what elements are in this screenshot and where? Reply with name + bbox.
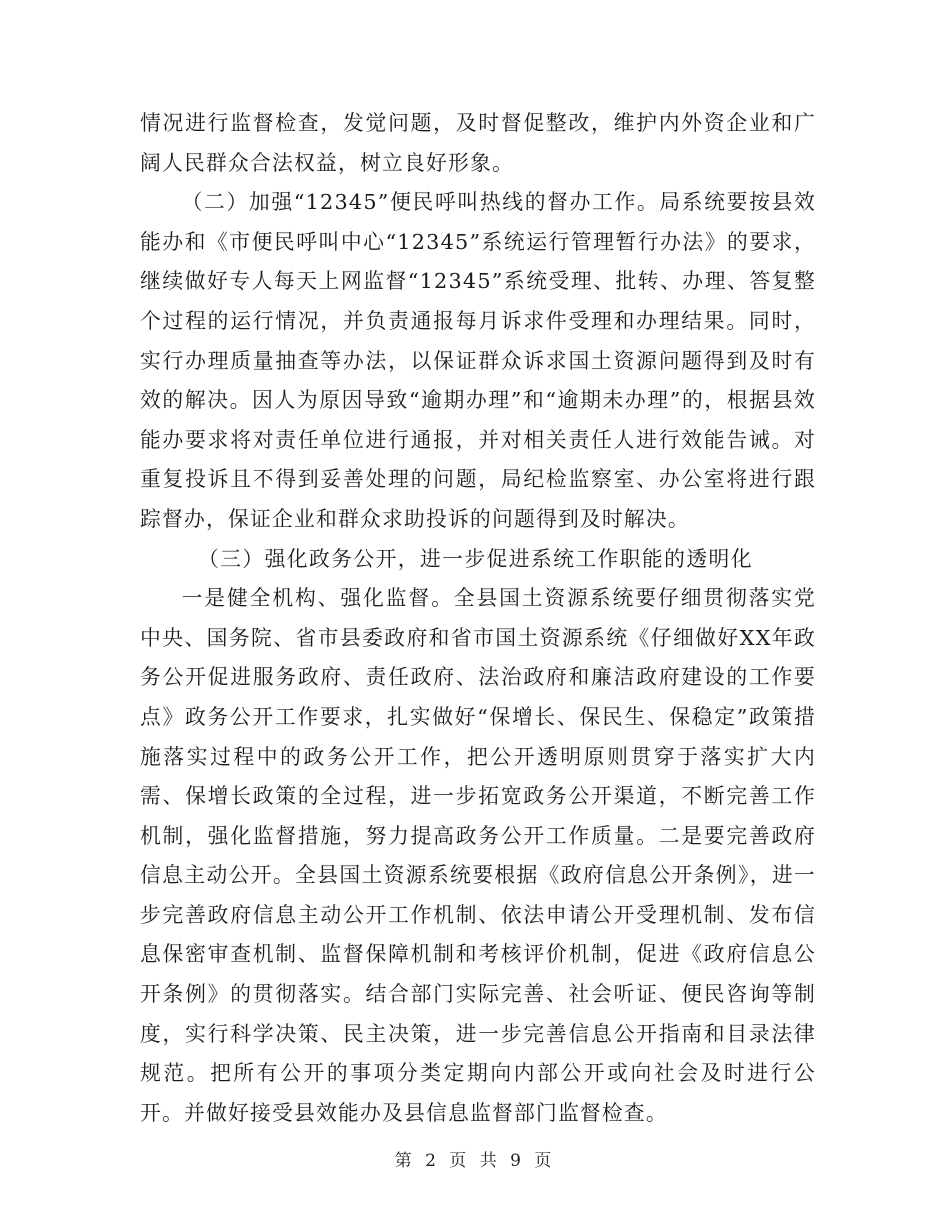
paragraph-continuation: 情况进行监督检查，发觉问题，及时督促整改，维护内外资企业和广阔人民群众合法权益，树立良好形象。 xyxy=(140,111,816,175)
document-body xyxy=(140,104,816,1133)
page-number-footer: 第 2 页 共 9 页 xyxy=(394,1151,556,1171)
paragraph-section-three-body: 一是健全机构、强化监督。全县国土资源系统要仔细贯彻落实党中央、国务院、省市县委政府和省市国土资源系统《仔细做好XX年政务公开促进服务政府、责任政府、法治政府和廉洁政府建设的工作要点》政务公开工作要求，扎实做好“保增长、保民生、保稳定”政策措施落实过程中的政务公开工作，把公开透明原则贯穿于落实扩大内需、保增长政策的全过程，进一步拓宽政务公开渠道，不断完善工作机制，强化监督措施，努力提高政务公开工作质量。二是要完善政府信息主动公开。全县国土资源系统要根据《政府信息公开条例》，进一步完善政府信息主动公开工作机制、依法申请公开受理机制、发布信息保密审查机制、监督保障机制和考核评价机制，促进《政府信息公开条例》的贯彻落实。结合部门实际完善、社会听证、便民咨询等制度，实行科学决策、民主决策，进一步完善信息公开指南和目录法律规范。把所有公开的事项分类定期向内部公开或向社会及时进行公开。并做好接受县效能办及县信息监督部门监督检查。 xyxy=(140,586,816,1125)
section-three-heading: （三）强化政务公开，进一步促进系统工作职能的透明化 xyxy=(198,546,753,571)
paragraph-section-two: （二）加强“12345”便民呼叫热线的督办工作。局系统要按县效能办和《市便民呼叫中心“12345”系统运行管理暂行办法》的要求，继续做好专人每天上网监督“12345”系统受理、批转、办理、答复整个过程的运行情况，并负责通报每月诉求件受理和办理结果。同时，实行办理质量抽查等办法，以保证群众诉求国土资源问题得到及时有效的解决。因人为原因导致“逾期办理”和“逾期未办理”的，根据县效能办要求将对责任单位进行通报，并对相关责任人进行效能告诫。对重复投诉且不得到妥善处理的问题，局纪检监察室、办公室将进行跟踪督办，保证企业和群众求助投诉的问题得到及时解决。 xyxy=(140,190,816,531)
